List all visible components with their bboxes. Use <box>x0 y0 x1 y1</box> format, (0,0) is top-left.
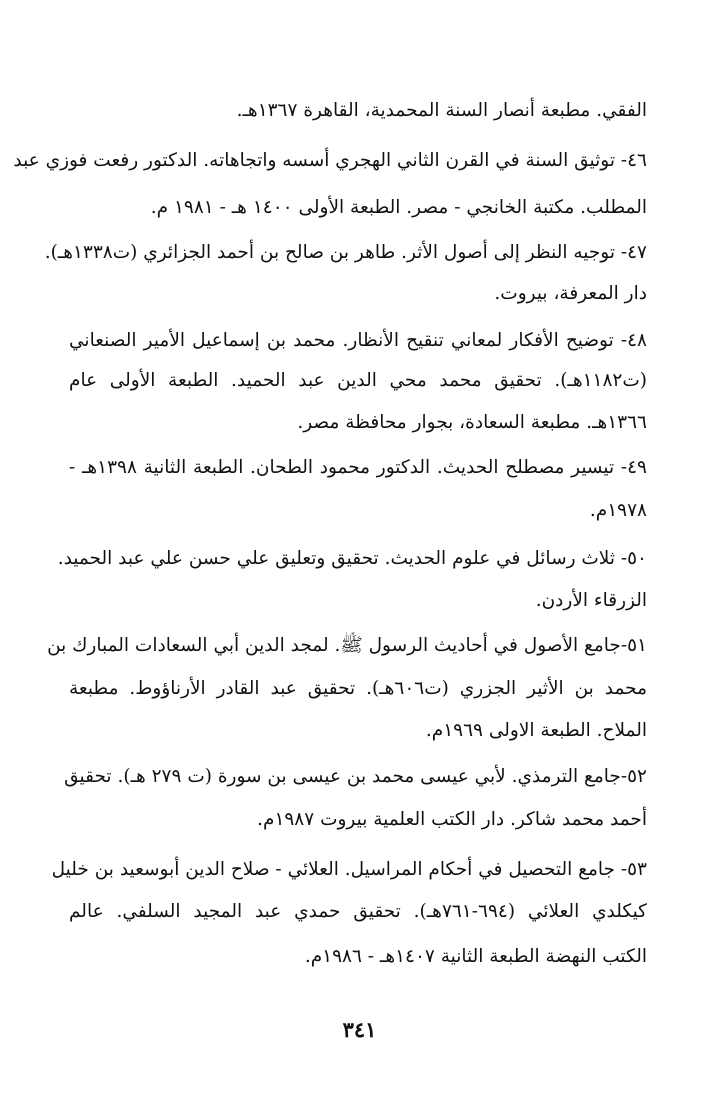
entry-49-line-2: ١٩٧٨م. <box>589 500 647 521</box>
entry-46-line-1: ٤٦- توثيق السنة في القرن الثاني الهجري أسسه واتجاهاته. الدكتور رفعت فوزي عبد <box>13 150 647 171</box>
entry-48-line-1: ٤٨- توضيح الأفكار لمعاني تنقيح الأنظار. محمد بن إسماعيل الأمير الصنعاني <box>69 330 647 351</box>
entry-53-line-1: ٥٣- جامع التحصيل في أحكام المراسيل. العلائي - صلاح الدين أبوسعيد بن خليل <box>51 859 647 880</box>
entry-52-line-1: ٥٢-جامع الترمذي. لأبي عيسى محمد بن عيسى بن سورة (ت ٢٧٩ هـ). تحقيق <box>64 766 647 787</box>
page-number: ٣٤١ <box>342 1017 377 1042</box>
entry-50-line-1: ٥٠- ثلاث رسائل في علوم الحديث. تحقيق وتعليق علي حسن علي عبد الحميد. <box>57 548 647 569</box>
entry-52-line-2: أحمد محمد شاكر. دار الكتب العلمية بيروت ١٩٨٧م. <box>257 809 647 830</box>
entry-53-line-2: كيكلدي العلائي (٦٩٤-٧٦١هـ). تحقيق حمدي عبد المجيد السلفي. عالم <box>69 901 647 922</box>
entry-continuation-line-1: الفقي. مطبعة أنصار السنة المحمدية، القاهرة ١٣٦٧هـ. <box>236 100 647 121</box>
entry-47-line-1: ٤٧- توجيه النظر إلى أصول الأثر. طاهر بن صالح بن أحمد الجزائري (ت١٣٣٨هـ). <box>44 242 647 263</box>
entry-49-line-1: ٤٩- تيسير مصطلح الحديث. الدكتور محمود الطحان. الطبعة الثانية ١٣٩٨هـ - <box>69 457 647 478</box>
entry-47-line-2: دار المعرفة، بيروت. <box>494 283 647 304</box>
entry-50-line-2: الزرقاء الأردن. <box>535 590 647 611</box>
entry-48-line-2: (ت١١٨٢هـ). تحقيق محمد محي الدين عبد الحميد. الطبعة الأولى عام <box>69 370 647 391</box>
entry-51-line-3: الملاح. الطبعة الاولى ١٩٦٩م. <box>425 720 647 741</box>
entry-51-line-2: محمد بن الأثير الجزري (ت٦٠٦هـ). تحقيق عبد القادر الأرناؤوط. مطبعة <box>69 678 647 699</box>
entry-46-line-2: المطلب. مكتبة الخانجي - مصر. الطبعة الأولى ١٤٠٠ هـ - ١٩٨١ م. <box>150 197 647 218</box>
entry-53-line-3: الكتب النهضة الطبعة الثانية ١٤٠٧هـ - ١٩٨٦م. <box>304 946 647 967</box>
entry-48-line-3: ١٣٦٦هـ. مطبعة السعادة، بجوار محافظة مصر. <box>297 412 647 433</box>
entry-51-line-1: ٥١-جامع الأصول في أحاديث الرسول ﷺ. لمجد الدين أبي السعادات المبارك بن <box>47 635 647 656</box>
